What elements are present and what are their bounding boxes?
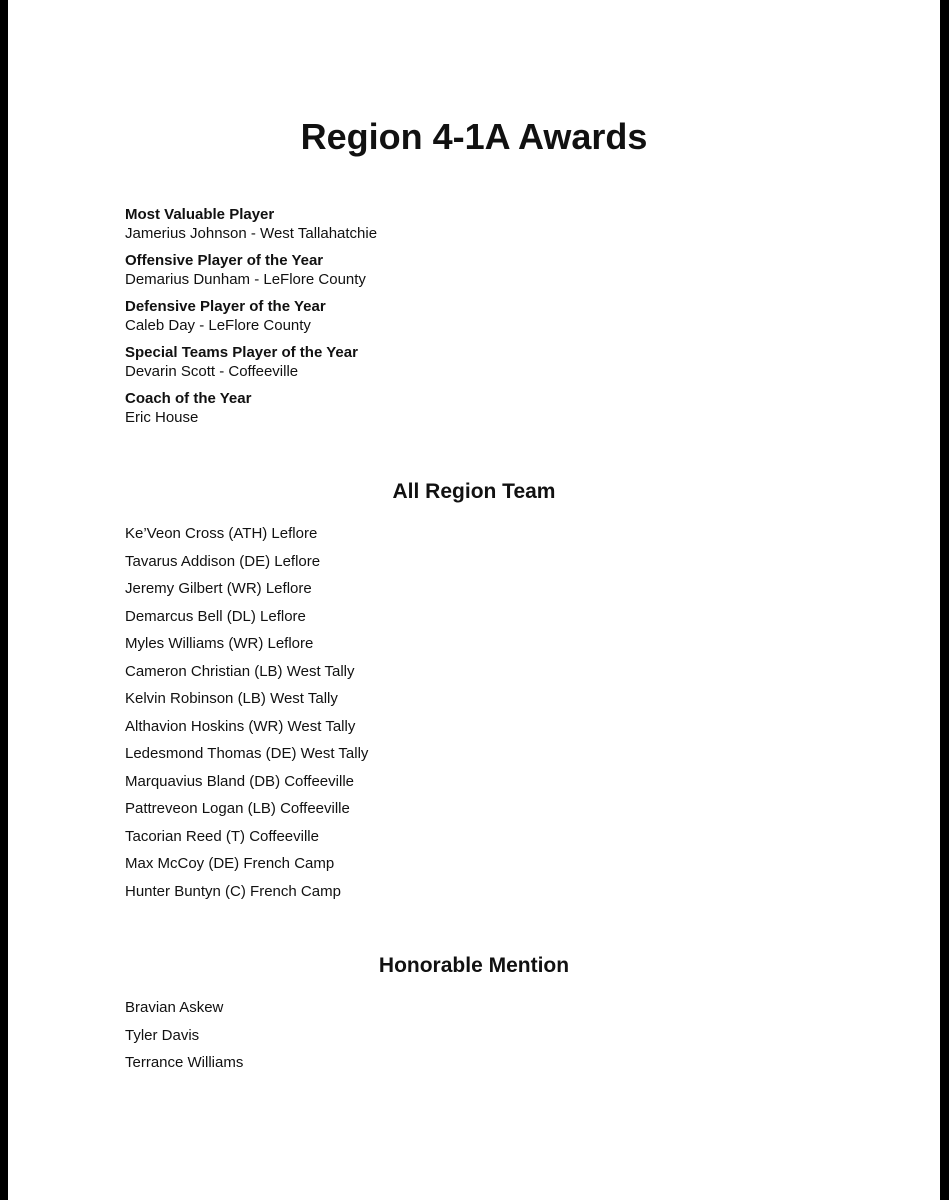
all-region-player: Ledesmond Thomas (DE) West Tally <box>125 745 369 762</box>
honorable-mention-player: Terrance Williams <box>125 1054 244 1071</box>
award-category: Offensive Player of the Year <box>125 252 324 269</box>
award-winner: Devarin Scott - Coffeeville <box>125 363 299 380</box>
award-entry <box>125 205 377 251</box>
award-entry <box>125 297 377 343</box>
individual-awards <box>125 205 377 435</box>
award-winner: Demarius Dunham - LeFlore County <box>125 271 366 288</box>
document-page <box>8 0 940 1200</box>
all-region-player: Ke’Veon Cross (ATH) Leflore <box>125 525 318 542</box>
award-winner: Eric House <box>125 409 199 426</box>
honorable-mention-heading: Honorable Mention <box>378 954 570 977</box>
all-region-player: Hunter Buntyn (C) French Camp <box>125 882 341 900</box>
award-category: Coach of the Year <box>125 390 252 407</box>
award-winner: Jamerius Johnson - West Tallahatchie <box>125 225 378 242</box>
all-region-player: Max McCoy (DE) French Camp <box>125 855 335 872</box>
page-title: Region 4-1A Awards <box>300 116 648 157</box>
all-region-player: Jeremy Gilbert (WR) Leflore <box>125 580 312 597</box>
all-region-player: Demarcus Bell (DL) Leflore <box>125 607 306 625</box>
award-category: Most Valuable Player <box>125 206 275 223</box>
all-region-player: Pattreveon Logan (LB) Coffeeville <box>125 800 350 817</box>
all-region-player: Tacorian Reed (T) Coffeeville <box>125 827 319 845</box>
all-region-player: Myles Williams (WR) Leflore <box>125 635 314 652</box>
honorable-mention-player: Tyler Davis <box>125 1026 200 1044</box>
all-region-list <box>125 520 368 905</box>
honorable-mention-list <box>125 994 243 1077</box>
all-region-player: Kelvin Robinson (LB) West Tally <box>125 690 338 707</box>
award-category: Defensive Player of the Year <box>125 298 326 315</box>
award-entry <box>125 343 377 389</box>
all-region-player: Cameron Christian (LB) West Tally <box>125 662 355 680</box>
all-region-player: Tavarus Addison (DE) Leflore <box>125 552 321 570</box>
all-region-player: Althavion Hoskins (WR) West Tally <box>125 717 356 735</box>
all-region-player: Marquavius Bland (DB) Coffeeville <box>125 772 354 790</box>
all-region-heading: All Region Team <box>392 480 556 503</box>
award-entry <box>125 389 377 435</box>
award-entry <box>125 251 377 297</box>
award-category: Special Teams Player of the Year <box>125 344 358 361</box>
award-winner: Caleb Day - LeFlore County <box>125 317 311 334</box>
honorable-mention-player: Bravian Askew <box>125 999 224 1016</box>
